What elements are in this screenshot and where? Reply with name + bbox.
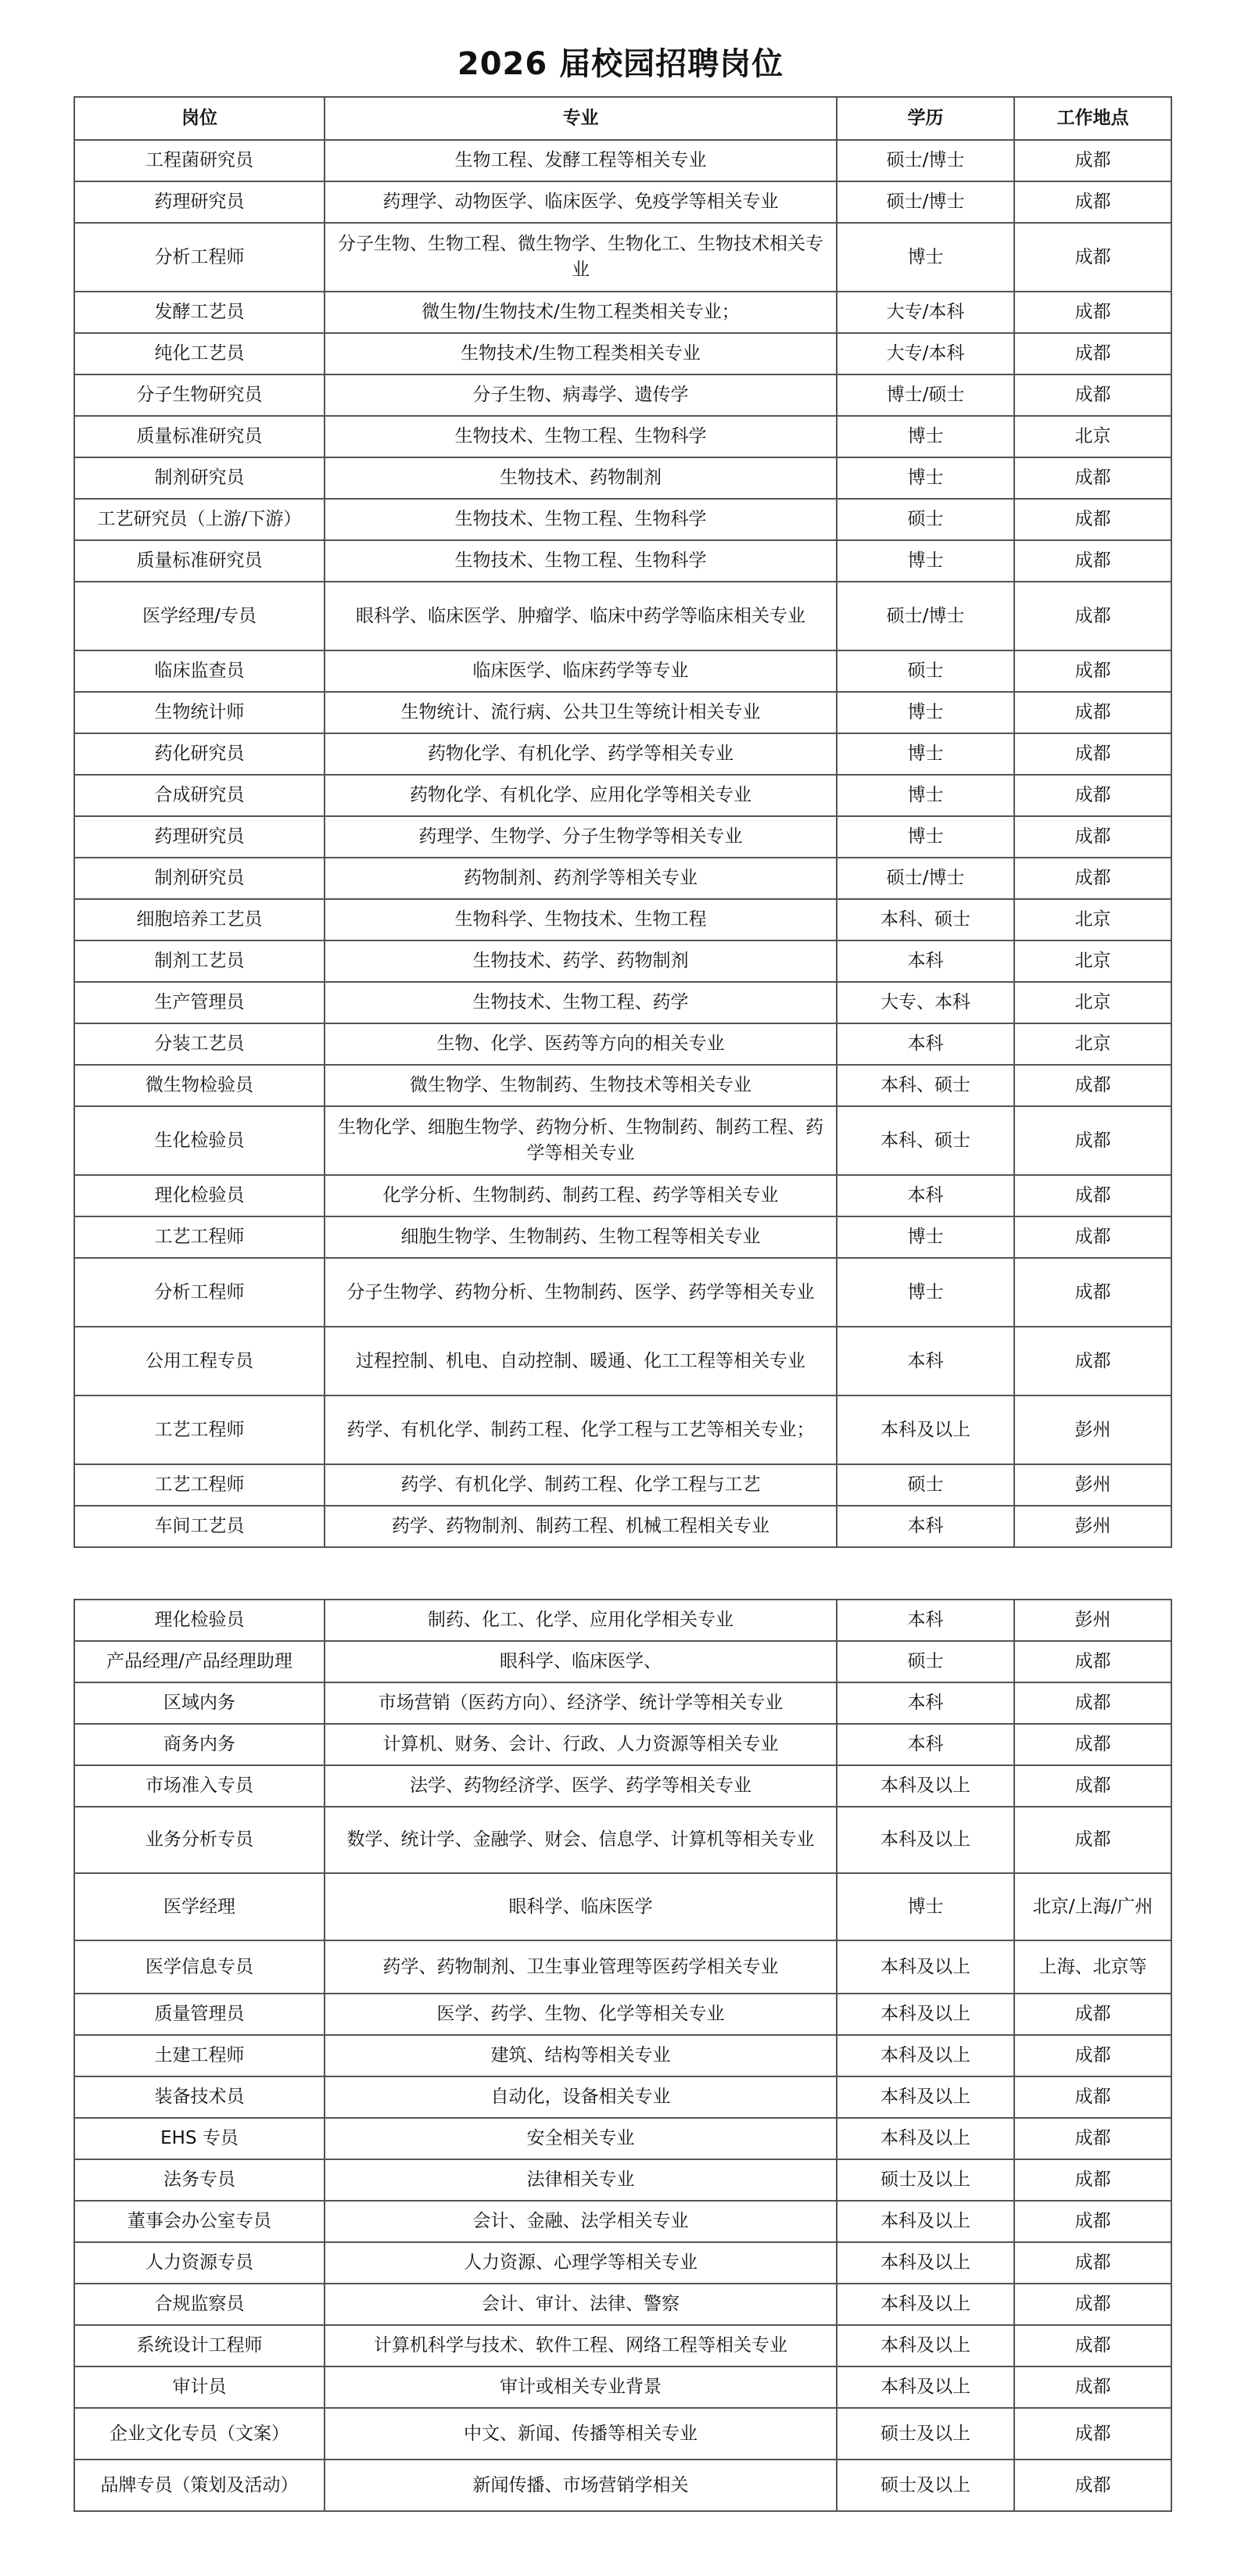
cell-major: 生物技术、生物工程、生物科学	[325, 416, 837, 457]
cell-location: 成都	[1014, 2201, 1171, 2242]
cell-position: 产品经理/产品经理助理	[74, 1641, 325, 1682]
cell-education: 博士	[837, 1258, 1014, 1327]
cell-location: 成都	[1014, 1258, 1171, 1327]
cell-major: 眼科学、临床医学	[325, 1873, 837, 1940]
table-row	[74, 2035, 1171, 2076]
cell-position: 工艺工程师	[74, 1216, 325, 1258]
cell-position: 工艺研究员（上游/下游）	[74, 499, 325, 540]
table-row	[74, 1600, 1171, 1641]
table-row	[74, 140, 1171, 181]
cell-position: 市场准入专员	[74, 1765, 325, 1807]
cell-education: 本科	[837, 1023, 1014, 1065]
cell-location: 成都	[1014, 1724, 1171, 1765]
cell-location: 成都	[1014, 2460, 1171, 2511]
jobs-table-2	[74, 1599, 1172, 2512]
cell-education: 博士/硕士	[837, 374, 1014, 416]
cell-location: 成都	[1014, 1106, 1171, 1175]
cell-major: 法律相关专业	[325, 2159, 837, 2201]
cell-position: 人力资源专员	[74, 2242, 325, 2284]
cell-location: 成都	[1014, 540, 1171, 582]
cell-position: 制剂研究员	[74, 457, 325, 499]
table-row	[74, 1765, 1171, 1807]
table-row	[74, 1994, 1171, 2035]
table-row	[74, 1940, 1171, 1994]
cell-education: 硕士及以上	[837, 2460, 1014, 2511]
cell-location: 成都	[1014, 1682, 1171, 1724]
cell-education: 博士	[837, 692, 1014, 733]
cell-position: 理化检验员	[74, 1175, 325, 1216]
cell-position: 细胞培养工艺员	[74, 899, 325, 940]
cell-location: 彭州	[1014, 1464, 1171, 1506]
cell-education: 本科	[837, 1175, 1014, 1216]
cell-education: 本科及以上	[837, 2118, 1014, 2159]
table-row	[74, 374, 1171, 416]
table-row	[74, 650, 1171, 692]
cell-position: 生化检验员	[74, 1106, 325, 1175]
cell-location: 成都	[1014, 733, 1171, 775]
table-row	[74, 1216, 1171, 1258]
table-row	[74, 1682, 1171, 1724]
cell-major: 分子生物、病毒学、遗传学	[325, 374, 837, 416]
table-row	[74, 582, 1171, 650]
page-title: 2026 届校园招聘岗位	[457, 46, 784, 82]
table-row	[74, 1464, 1171, 1506]
cell-position: 质量管理员	[74, 1994, 325, 2035]
cell-major: 微生物/生物技术/生物工程类相关专业；	[325, 292, 837, 333]
cell-position: 车间工艺员	[74, 1506, 325, 1547]
cell-major: 生物技术、药学、药物制剂	[325, 940, 837, 982]
cell-position: 生物统计师	[74, 692, 325, 733]
cell-location: 成都	[1014, 1175, 1171, 1216]
cell-location: 北京	[1014, 416, 1171, 457]
cell-location: 成都	[1014, 1765, 1171, 1807]
table-row	[74, 2118, 1171, 2159]
cell-major: 建筑、结构等相关专业	[325, 2035, 837, 2076]
cell-position: 审计员	[74, 2366, 325, 2408]
cell-location: 成都	[1014, 181, 1171, 223]
cell-position: 临床监查员	[74, 650, 325, 692]
table-row	[74, 1327, 1171, 1395]
cell-education: 本科及以上	[837, 2325, 1014, 2366]
table-row	[74, 2201, 1171, 2242]
cell-education: 本科	[837, 1682, 1014, 1724]
cell-major: 过程控制、机电、自动控制、暖通、化工工程等相关专业	[325, 1327, 837, 1395]
table-row	[74, 2366, 1171, 2408]
table-row	[74, 816, 1171, 858]
cell-position: 质量标准研究员	[74, 540, 325, 582]
cell-location: 成都	[1014, 692, 1171, 733]
cell-education: 博士	[837, 775, 1014, 816]
cell-education: 本科及以上	[837, 2035, 1014, 2076]
cell-location: 成都	[1014, 2159, 1171, 2201]
cell-location: 成都	[1014, 1065, 1171, 1106]
cell-position: 分析工程师	[74, 223, 325, 292]
cell-education: 本科、硕士	[837, 1065, 1014, 1106]
cell-location: 成都	[1014, 1641, 1171, 1682]
cell-education: 本科及以上	[837, 2076, 1014, 2118]
cell-position: 医学信息专员	[74, 1940, 325, 1994]
header-location: 工作地点	[1014, 97, 1171, 140]
cell-position: 分子生物研究员	[74, 374, 325, 416]
table-row	[74, 2460, 1171, 2511]
table-row	[74, 1807, 1171, 1873]
table-row	[74, 2284, 1171, 2325]
table-row	[74, 1641, 1171, 1682]
cell-location: 北京/上海/广州	[1014, 1873, 1171, 1940]
cell-education: 硕士	[837, 499, 1014, 540]
cell-major: 细胞生物学、生物制药、生物工程等相关专业	[325, 1216, 837, 1258]
cell-education: 本科	[837, 1724, 1014, 1765]
cell-education: 硕士/博士	[837, 140, 1014, 181]
cell-location: 成都	[1014, 2366, 1171, 2408]
cell-location: 北京	[1014, 982, 1171, 1023]
cell-major: 生物统计、流行病、公共卫生等统计相关专业	[325, 692, 837, 733]
cell-education: 本科、硕士	[837, 899, 1014, 940]
table-row	[74, 899, 1171, 940]
cell-education: 本科及以上	[837, 1994, 1014, 2035]
cell-major: 计算机、财务、会计、行政、人力资源等相关专业	[325, 1724, 837, 1765]
cell-major: 眼科学、临床医学、肿瘤学、临床中药学等临床相关专业	[325, 582, 837, 650]
table-row	[74, 2325, 1171, 2366]
table-row	[74, 1065, 1171, 1106]
jobs-table-1	[74, 96, 1172, 1548]
cell-location: 北京	[1014, 940, 1171, 982]
cell-location: 成都	[1014, 457, 1171, 499]
cell-major: 生物技术、药物制剂	[325, 457, 837, 499]
cell-major: 自动化，设备相关专业	[325, 2076, 837, 2118]
cell-position: 装备技术员	[74, 2076, 325, 2118]
cell-position: EHS 专员	[74, 2118, 325, 2159]
cell-position: 合成研究员	[74, 775, 325, 816]
cell-major: 会计、金融、法学相关专业	[325, 2201, 837, 2242]
cell-major: 临床医学、临床药学等专业	[325, 650, 837, 692]
header-position: 岗位	[74, 97, 325, 140]
table-row	[74, 333, 1171, 374]
cell-position: 合规监察员	[74, 2284, 325, 2325]
cell-major: 安全相关专业	[325, 2118, 837, 2159]
cell-education: 博士	[837, 457, 1014, 499]
cell-major: 新闻传播、市场营销学相关	[325, 2460, 837, 2511]
cell-major: 药学、药物制剂、卫生事业管理等医药学相关专业	[325, 1940, 837, 1994]
cell-position: 纯化工艺员	[74, 333, 325, 374]
table-row	[74, 1106, 1171, 1175]
table-row	[74, 775, 1171, 816]
cell-location: 成都	[1014, 650, 1171, 692]
cell-education: 大专/本科	[837, 292, 1014, 333]
cell-position: 工艺工程师	[74, 1464, 325, 1506]
table-row	[74, 1873, 1171, 1940]
table-row	[74, 2076, 1171, 2118]
table-row	[74, 223, 1171, 292]
cell-major: 药物化学、有机化学、药学等相关专业	[325, 733, 837, 775]
cell-major: 生物技术、生物工程、生物科学	[325, 540, 837, 582]
cell-location: 成都	[1014, 2284, 1171, 2325]
table-row	[74, 692, 1171, 733]
cell-major: 数学、统计学、金融学、财会、信息学、计算机等相关专业	[325, 1807, 837, 1873]
cell-education: 本科及以上	[837, 2284, 1014, 2325]
cell-location: 成都	[1014, 2076, 1171, 2118]
cell-location: 成都	[1014, 2035, 1171, 2076]
table-row	[74, 457, 1171, 499]
cell-location: 上海、北京等	[1014, 1940, 1171, 1994]
cell-position: 分析工程师	[74, 1258, 325, 1327]
cell-location: 北京	[1014, 1023, 1171, 1065]
cell-major: 生物工程、发酵工程等相关专业	[325, 140, 837, 181]
cell-education: 硕士	[837, 1641, 1014, 1682]
cell-education: 本科	[837, 940, 1014, 982]
table-row	[74, 181, 1171, 223]
cell-major: 药理学、生物学、分子生物学等相关专业	[325, 816, 837, 858]
cell-education: 本科	[837, 1506, 1014, 1547]
cell-major: 药学、药物制剂、制药工程、机械工程相关专业	[325, 1506, 837, 1547]
table-row	[74, 2408, 1171, 2460]
table-row	[74, 1175, 1171, 1216]
cell-position: 商务内务	[74, 1724, 325, 1765]
cell-education: 本科	[837, 1327, 1014, 1395]
table-row	[74, 1395, 1171, 1464]
cell-location: 成都	[1014, 2408, 1171, 2460]
cell-position: 药化研究员	[74, 733, 325, 775]
cell-location: 彭州	[1014, 1395, 1171, 1464]
cell-major: 生物、化学、医药等方向的相关专业	[325, 1023, 837, 1065]
cell-major: 药学、有机化学、制药工程、化学工程与工艺	[325, 1464, 837, 1506]
table-row	[74, 292, 1171, 333]
cell-location: 成都	[1014, 292, 1171, 333]
table-row	[74, 416, 1171, 457]
cell-location: 成都	[1014, 499, 1171, 540]
cell-education: 博士	[837, 1873, 1014, 1940]
cell-education: 本科、硕士	[837, 1106, 1014, 1175]
cell-major: 人力资源、心理学等相关专业	[325, 2242, 837, 2284]
cell-position: 质量标准研究员	[74, 416, 325, 457]
cell-position: 分装工艺员	[74, 1023, 325, 1065]
cell-position: 工艺工程师	[74, 1395, 325, 1464]
header-major: 专业	[325, 97, 837, 140]
table-row	[74, 1506, 1171, 1547]
cell-location: 成都	[1014, 333, 1171, 374]
cell-position: 董事会办公室专员	[74, 2201, 325, 2242]
cell-major: 医学、药学、生物、化学等相关专业	[325, 1994, 837, 2035]
table-row	[74, 858, 1171, 899]
cell-education: 本科及以上	[837, 2201, 1014, 2242]
cell-education: 本科	[837, 1600, 1014, 1641]
cell-major: 会计、审计、法律、警察	[325, 2284, 837, 2325]
cell-major: 药学、有机化学、制药工程、化学工程与工艺等相关专业；	[325, 1395, 837, 1464]
cell-major: 市场营销（医药方向）、经济学、统计学等相关专业	[325, 1682, 837, 1724]
cell-position: 业务分析专员	[74, 1807, 325, 1873]
cell-location: 彭州	[1014, 1600, 1171, 1641]
cell-position: 理化检验员	[74, 1600, 325, 1641]
cell-position: 区域内务	[74, 1682, 325, 1724]
cell-position: 法务专员	[74, 2159, 325, 2201]
cell-major: 计算机科学与技术、软件工程、网络工程等相关专业	[325, 2325, 837, 2366]
cell-education: 博士	[837, 733, 1014, 775]
cell-education: 博士	[837, 816, 1014, 858]
cell-position: 药理研究员	[74, 816, 325, 858]
cell-major: 药物化学、有机化学、应用化学等相关专业	[325, 775, 837, 816]
cell-location: 彭州	[1014, 1506, 1171, 1547]
cell-location: 北京	[1014, 899, 1171, 940]
header-row	[74, 97, 1171, 140]
cell-position: 微生物检验员	[74, 1065, 325, 1106]
cell-education: 大专/本科	[837, 333, 1014, 374]
table-row	[74, 2159, 1171, 2201]
cell-position: 医学经理	[74, 1873, 325, 1940]
cell-major: 分子生物、生物工程、微生物学、生物化工、生物技术相关专业	[325, 223, 837, 292]
header-education: 学历	[837, 97, 1014, 140]
table-row	[74, 1724, 1171, 1765]
cell-position: 生产管理员	[74, 982, 325, 1023]
cell-location: 成都	[1014, 858, 1171, 899]
cell-education: 博士	[837, 540, 1014, 582]
cell-education: 大专、本科	[837, 982, 1014, 1023]
cell-education: 硕士/博士	[837, 181, 1014, 223]
cell-position: 制剂工艺员	[74, 940, 325, 982]
cell-position: 品牌专员（策划及活动）	[74, 2460, 325, 2511]
cell-major: 微生物学、生物制药、生物技术等相关专业	[325, 1065, 837, 1106]
cell-position: 系统设计工程师	[74, 2325, 325, 2366]
cell-major: 法学、药物经济学、医学、药学等相关专业	[325, 1765, 837, 1807]
cell-major: 生物技术、生物工程、药学	[325, 982, 837, 1023]
cell-education: 本科及以上	[837, 1765, 1014, 1807]
cell-education: 本科及以上	[837, 2366, 1014, 2408]
cell-education: 博士	[837, 416, 1014, 457]
cell-education: 硕士	[837, 1464, 1014, 1506]
cell-education: 硕士及以上	[837, 2408, 1014, 2460]
cell-location: 成都	[1014, 1994, 1171, 2035]
table-row	[74, 499, 1171, 540]
cell-education: 硕士及以上	[837, 2159, 1014, 2201]
cell-major: 分子生物学、药物分析、生物制药、医学、药学等相关专业	[325, 1258, 837, 1327]
table-row	[74, 940, 1171, 982]
cell-position: 发酵工艺员	[74, 292, 325, 333]
cell-location: 成都	[1014, 775, 1171, 816]
cell-position: 土建工程师	[74, 2035, 325, 2076]
cell-location: 成都	[1014, 140, 1171, 181]
cell-location: 成都	[1014, 2242, 1171, 2284]
cell-major: 化学分析、生物制药、制药工程、药学等相关专业	[325, 1175, 837, 1216]
cell-education: 本科及以上	[837, 2242, 1014, 2284]
cell-position: 企业文化专员（文案）	[74, 2408, 325, 2460]
cell-major: 生物技术、生物工程、生物科学	[325, 499, 837, 540]
cell-location: 成都	[1014, 374, 1171, 416]
table-row	[74, 1023, 1171, 1065]
cell-position: 制剂研究员	[74, 858, 325, 899]
cell-location: 成都	[1014, 582, 1171, 650]
cell-education: 本科及以上	[837, 1940, 1014, 1994]
cell-education: 博士	[837, 223, 1014, 292]
cell-education: 硕士	[837, 650, 1014, 692]
cell-major: 生物化学、细胞生物学、药物分析、生物制药、制药工程、药学等相关专业	[325, 1106, 837, 1175]
cell-location: 成都	[1014, 223, 1171, 292]
cell-major: 药物制剂、药剂学等相关专业	[325, 858, 837, 899]
cell-major: 审计或相关专业背景	[325, 2366, 837, 2408]
cell-education: 本科及以上	[837, 1395, 1014, 1464]
cell-major: 制药、化工、化学、应用化学相关专业	[325, 1600, 837, 1641]
cell-location: 成都	[1014, 1807, 1171, 1873]
cell-major: 药理学、动物医学、临床医学、免疫学等相关专业	[325, 181, 837, 223]
cell-position: 公用工程专员	[74, 1327, 325, 1395]
table-row	[74, 733, 1171, 775]
cell-major: 中文、新闻、传播等相关专业	[325, 2408, 837, 2460]
cell-major: 生物科学、生物技术、生物工程	[325, 899, 837, 940]
cell-location: 成都	[1014, 816, 1171, 858]
cell-education: 硕士/博士	[837, 858, 1014, 899]
cell-location: 成都	[1014, 1216, 1171, 1258]
cell-position: 医学经理/专员	[74, 582, 325, 650]
cell-location: 成都	[1014, 2325, 1171, 2366]
cell-education: 本科及以上	[837, 1807, 1014, 1873]
cell-education: 硕士/博士	[837, 582, 1014, 650]
cell-location: 成都	[1014, 1327, 1171, 1395]
table-row	[74, 540, 1171, 582]
table-row	[74, 2242, 1171, 2284]
cell-location: 成都	[1014, 2118, 1171, 2159]
cell-position: 工程菌研究员	[74, 140, 325, 181]
cell-education: 博士	[837, 1216, 1014, 1258]
cell-major: 生物技术/生物工程类相关专业	[325, 333, 837, 374]
cell-major: 眼科学、临床医学、	[325, 1641, 837, 1682]
table-row	[74, 982, 1171, 1023]
table-row	[74, 1258, 1171, 1327]
cell-position: 药理研究员	[74, 181, 325, 223]
